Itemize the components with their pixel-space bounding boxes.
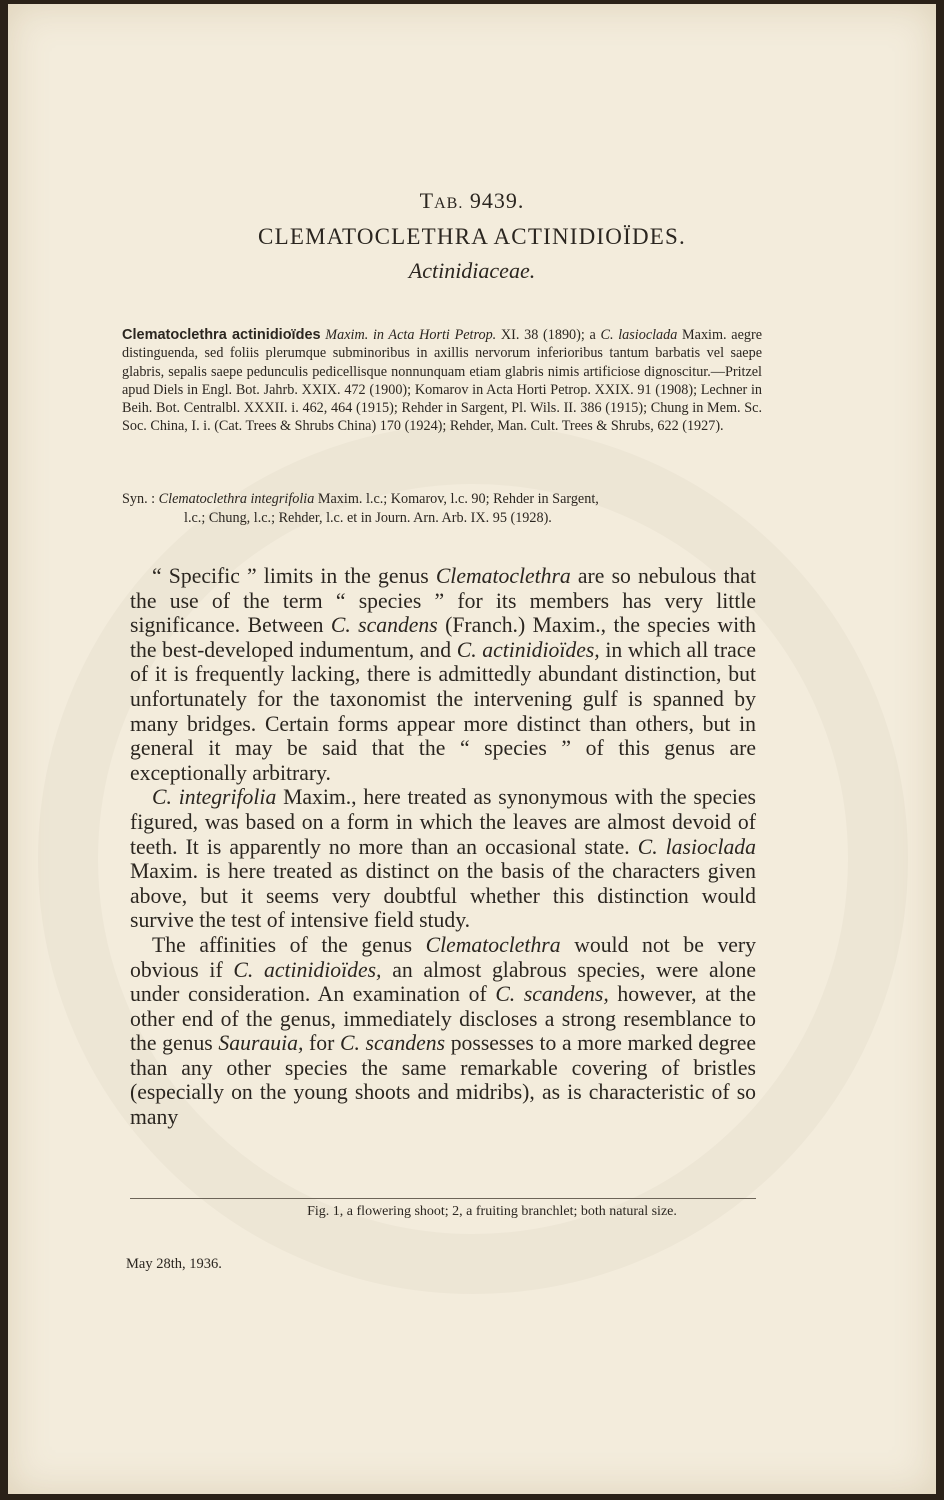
p3-seg-0: The affinities of the genus (152, 932, 426, 957)
p3-seg-9: C. scandens (339, 1031, 446, 1056)
footnote-divider (130, 1198, 756, 1199)
p2-seg-2: C. lasioclada (637, 834, 756, 859)
publication-date: May 28th, 1936. (126, 1256, 222, 1272)
p1-seg-2: are so nebulous that the use of the term “ species ” for its members has very little significance. Between (130, 564, 757, 638)
synonyms-paragraph (122, 490, 762, 527)
p3-seg-5: C. scandens, (495, 982, 609, 1007)
synonyms-line-2: l.c.; Chung, l.c.; Rehder, l.c. et in Journ. Arn. Arb. IX. 95 (1928). (184, 509, 552, 526)
plate-number-value: 9439. (469, 188, 525, 213)
plate-prefix-initial: T (419, 188, 435, 213)
body-paragraph-2 (130, 785, 756, 933)
figure-caption: Fig. 1, a flowering shoot; 2, a fruiting branchlet; both natural size. (307, 1204, 677, 1219)
author-citation: Maxim. in Acta Horti Petrop. (325, 327, 497, 343)
synonym-name: Clematoclethra integrifolia (158, 491, 315, 507)
synonyms-text-1: Maxim. l.c.; Komarov, l.c. 90; Rehder in Sargent, (314, 491, 599, 507)
plate-prefix-rest: AB. (434, 195, 464, 212)
synonyms-line-1 (122, 490, 762, 509)
p3-seg-2: would not be very obvious if (130, 932, 756, 982)
p3-seg-4: an almost glabrous species, were alone under consideration. An examination of (130, 957, 756, 1007)
family-name: Actinidiaceae. (408, 258, 536, 283)
heading-block (8, 188, 936, 284)
p3-seg-6: however, at the other end of the genus, immediately discloses a strong resemblance to the genus (130, 982, 756, 1056)
p2-seg-3: Maxim. is here treated as distinct on the basis of the characters given above, but it seems very doubtful whether this distinction would survive the test of intensive field study. (130, 859, 756, 933)
p3-seg-7: Saurauia, (218, 1031, 304, 1056)
p3-seg-10: possesses to a more marked degree than any other species the same remarkable covering of bristles (especially on the young shoots and midribs), as is characteristic of so many (130, 1031, 757, 1130)
p3-seg-1: Clematoclethra (425, 932, 561, 957)
p1-seg-0: “ Specific ” limits in the genus (152, 564, 436, 588)
synonyms-label: Syn. : (122, 491, 159, 507)
p1-seg-5: C. actinidioïdes, (456, 637, 600, 662)
bibliography-paragraph (122, 326, 762, 436)
biblio-text-2: Maxim. aegre distinguenda, sed foliis plerumque subminoribus in axillis nervorum inferioribus tantum barbatis vel saepe glabris, sepalis saepe pedunculis pedicellisque nonnunquam etiam glabris nimis artificiose dignoscitur.—Pritzel apud Diels in Engl. Bot. Jahrb. XXIX. 472 (1900); Komarov in Acta Horti Petrop. XXIX. 91 (1908); Lechner in Beih. Bot. Centralbl. XXXII. i. 462, 464 (1915); Rehder in Sargent, Pl. Wils. II. 386 (1915); Chung in Mem. Sc. Soc. China, I. i. (Cat. Trees & Shrubs China) 170 (1924); Rehder, Man. Cult. Trees & Shrubs, 622 (1927). (122, 327, 762, 435)
p2-seg-0: C. integrifolia (152, 785, 277, 810)
p1-seg-1: Clematoclethra (435, 564, 571, 588)
biblio-lasioclada: C. lasioclada (600, 327, 678, 343)
body-paragraph-1 (130, 564, 756, 785)
species-title: CLEMATOCLETHRA ACTINIDIOÏDES. (258, 224, 686, 249)
body-paragraph-3 (130, 933, 756, 1130)
p2-seg-1: Maxim., here treated as synonymous with the species figured, was based on a form in which the leaves are almost devoid of teeth. It is apparently no more than an occasional state. (130, 785, 756, 859)
document-page (8, 4, 936, 1494)
p3-seg-3: C. actinidioïdes, (233, 957, 382, 982)
p1-seg-3: C. scandens (330, 613, 438, 638)
p1-seg-4: (Franch.) Maxim., the species with the best-developed indumentum, and (130, 613, 756, 662)
body-text (130, 564, 756, 1130)
species-name-bold: Clematoclethra actinidioïdes (122, 327, 321, 343)
plate-number (8, 188, 936, 214)
biblio-text-1: XI. 38 (1890); a (496, 327, 601, 343)
p1-seg-6: in which all trace of it is frequently lacking, there is admittedly abundant distinction, but unfortunately for the taxonomist the intervening gulf is spanned by many bridges. Certain forms appear more distinct than others, but in general it may be said that the “ species ” of this genus are exceptionally arbitrary. (130, 637, 756, 785)
p3-seg-8: for (303, 1031, 340, 1056)
